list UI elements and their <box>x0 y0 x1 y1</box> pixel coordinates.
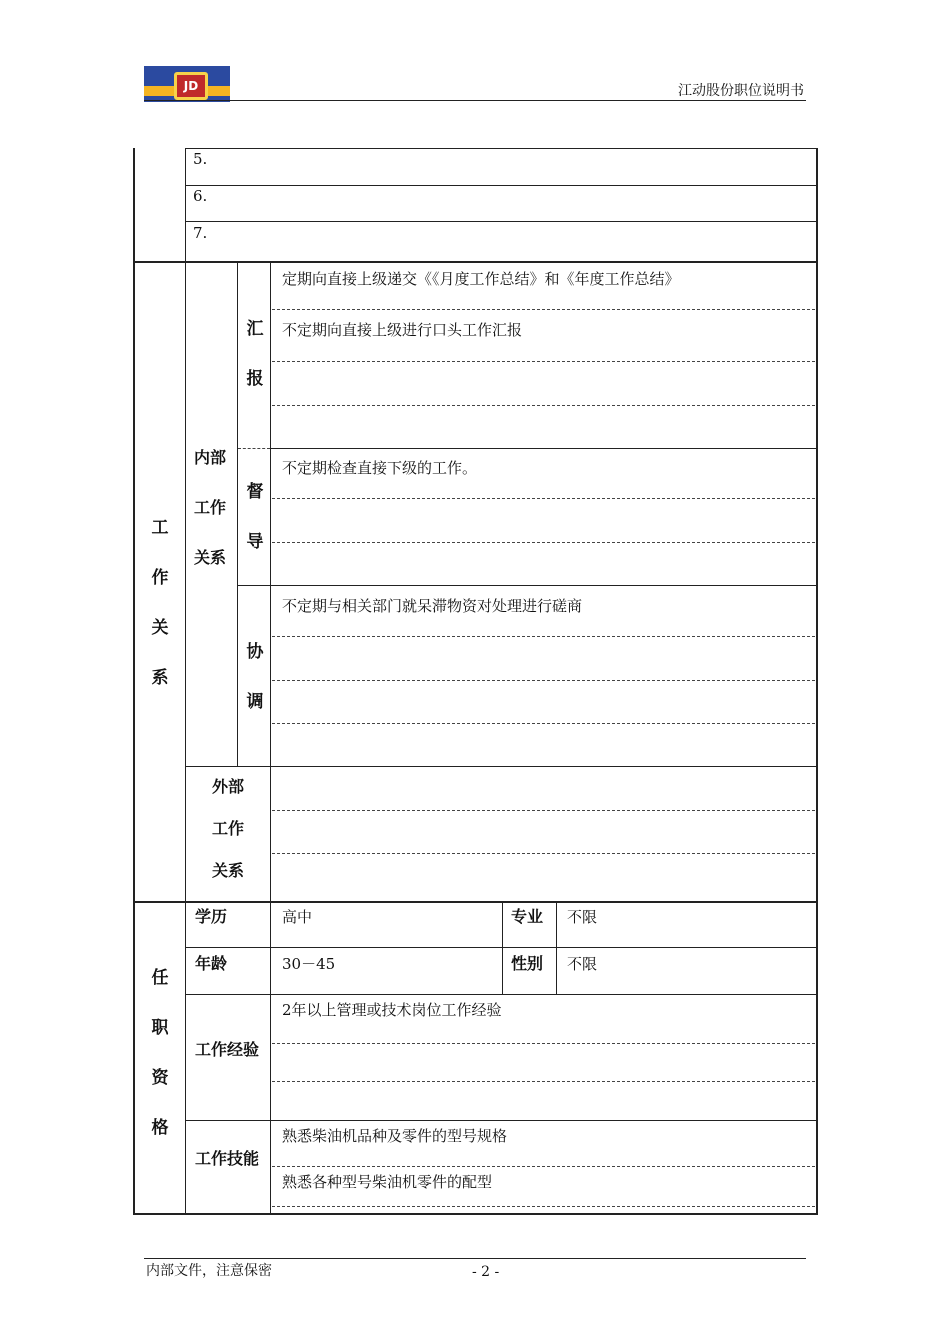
education-label: 学历 <box>195 907 228 926</box>
dashed-line <box>272 309 815 310</box>
dashed-line <box>272 636 815 637</box>
external-label-1: 外部 <box>212 777 245 796</box>
coordinate-line-1: 不定期与相关部门就呆滞物资对处理进行磋商 <box>282 597 583 615</box>
coordinate-label: 协 调 <box>246 642 264 712</box>
duty-item-6: 6. <box>193 187 208 205</box>
duty-item-7: 7. <box>193 224 208 242</box>
qual-right-col-line <box>556 902 557 995</box>
section-divider <box>133 901 818 903</box>
table-bottom-border <box>133 1213 818 1215</box>
logo-mark: JD <box>174 72 208 100</box>
internal-label-3: 关系 <box>194 548 227 567</box>
supervise-end-line <box>238 585 816 586</box>
table-inner-left-border <box>185 148 186 1214</box>
table-top-border <box>185 148 816 149</box>
dashed-line <box>272 1206 815 1207</box>
gender-label: 性别 <box>511 954 544 973</box>
content-col-line <box>270 262 271 901</box>
header-rule <box>144 100 806 101</box>
qual-mid-col-line <box>502 902 503 995</box>
duty-row-line <box>185 221 816 222</box>
dashed-line <box>272 680 815 681</box>
dashed-line <box>272 810 815 811</box>
external-label-2: 工作 <box>212 819 245 838</box>
dashed-line <box>272 1081 815 1082</box>
supervise-label: 督 导 <box>246 482 264 552</box>
experience-line-1: 2年以上管理或技术岗位工作经验 <box>282 1001 502 1019</box>
dashed-line <box>272 1166 815 1167</box>
major-label: 专业 <box>511 907 544 926</box>
skills-line-1: 熟悉柴油机品种及零件的型号规格 <box>282 1127 508 1145</box>
dashed-line <box>272 1043 815 1044</box>
qual-row-line <box>185 994 816 995</box>
label-dashed-divider <box>238 448 270 449</box>
relations-section-label: 工 作 关 系 <box>151 518 169 688</box>
table-right-border <box>816 148 818 1214</box>
footer-confidential: 内部文件，注意保密 <box>146 1263 272 1279</box>
footer-page-number: - 2 - <box>472 1264 500 1280</box>
dashed-line <box>272 723 815 724</box>
dashed-line <box>272 542 815 543</box>
dashed-line <box>272 405 815 406</box>
report-label: 汇 报 <box>246 319 264 389</box>
internal-label-2: 工作 <box>194 498 227 517</box>
experience-label: 工作经验 <box>195 1040 260 1059</box>
age-value: 30－45 <box>282 955 336 973</box>
age-label: 年龄 <box>195 954 228 973</box>
gender-value: 不限 <box>567 955 598 973</box>
dashed-line <box>272 853 815 854</box>
report-line-2: 不定期向直接上级进行口头工作汇报 <box>282 321 523 339</box>
dashed-line <box>272 498 815 499</box>
company-logo <box>144 66 230 102</box>
internal-end-line <box>185 766 816 767</box>
duty-row-line <box>185 185 816 186</box>
dashed-line <box>272 361 815 362</box>
footer-rule <box>144 1258 806 1259</box>
supervise-line-1: 不定期检查直接下级的工作。 <box>282 459 478 477</box>
education-value: 高中 <box>282 908 313 926</box>
section-divider <box>133 261 818 263</box>
qual-row-line <box>185 947 816 948</box>
report-line-1: 定期向直接上级递交《《月度工作总结》和《年度工作总结》 <box>282 270 680 288</box>
document-title: 江动股份职位说明书 <box>678 83 804 99</box>
major-value: 不限 <box>567 908 598 926</box>
qual-row-line <box>185 1120 816 1121</box>
qualifications-section-label: 任 职 资 格 <box>151 968 169 1138</box>
duty-item-5: 5. <box>193 150 208 168</box>
external-label-3: 关系 <box>212 861 245 880</box>
skills-label: 工作技能 <box>195 1149 260 1168</box>
internal-label-1: 内部 <box>194 448 227 467</box>
report-end-line <box>270 448 816 449</box>
qual-value-col-line <box>270 902 271 1214</box>
table-left-border <box>133 148 135 1214</box>
internal-col-line <box>237 262 238 766</box>
skills-line-2: 熟悉各种型号柴油机零件的配型 <box>282 1173 493 1191</box>
